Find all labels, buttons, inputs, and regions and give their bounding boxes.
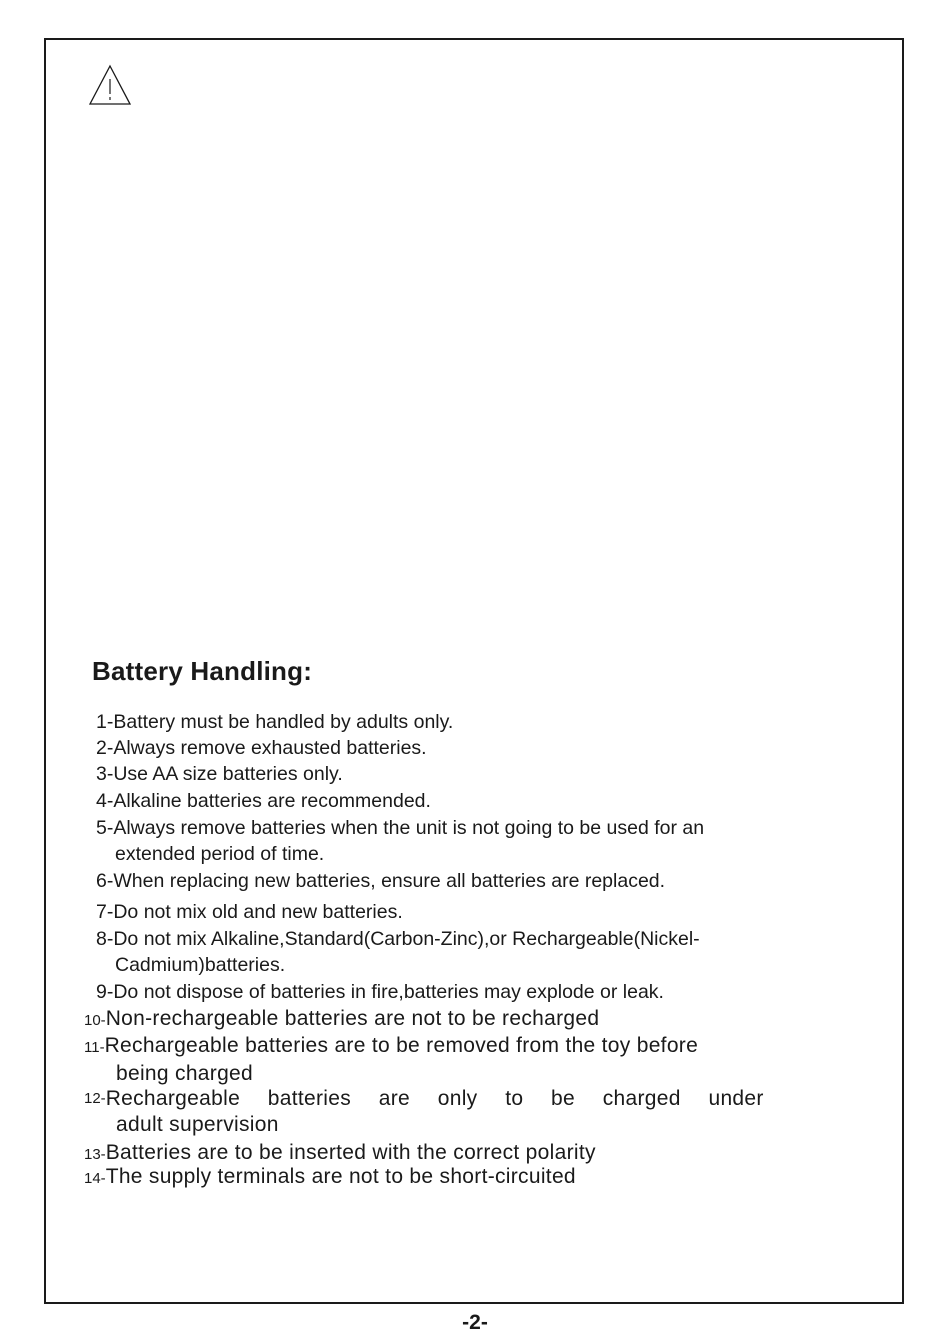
item-number: 6-	[96, 870, 114, 892]
item-continuation: extended period of time.	[115, 843, 325, 865]
list-item	[96, 761, 343, 787]
page-number: -2-	[462, 1311, 488, 1334]
item-text: Battery must be handled by adults only.	[113, 711, 454, 733]
item-number: 3-	[96, 763, 114, 785]
item-number: 13-	[84, 1146, 106, 1163]
item-number: 9-	[96, 981, 114, 1003]
item-number: 8-	[96, 928, 114, 950]
item-continuation: being charged	[116, 1062, 254, 1085]
item-number: 10-	[84, 1012, 106, 1029]
list-item	[96, 709, 453, 735]
list-item	[96, 735, 427, 761]
list-item	[84, 1164, 576, 1192]
list-item	[84, 1006, 599, 1034]
item-text: Do not dispose of batteries in fire,batteries may explode or leak.	[113, 981, 664, 1003]
list-item	[96, 899, 403, 925]
item-text: Non-rechargeable batteries are not to be recharged	[105, 1007, 600, 1030]
item-number: 4-	[96, 790, 114, 812]
item-text: Do not mix Alkaline,Standard(Carbon-Zinc),or Rechargeable(Nickel-	[113, 928, 700, 950]
item-number: 14-	[84, 1170, 106, 1187]
item-text: Always remove exhausted batteries.	[113, 737, 427, 759]
item-text: When replacing new batteries, ensure all batteries are replaced.	[113, 870, 666, 892]
item-continuation: Cadmium)batteries.	[115, 954, 286, 976]
item-continuation: adult supervision	[116, 1113, 279, 1136]
item-number: 5-	[96, 817, 114, 839]
list-item	[96, 926, 700, 978]
list-item	[96, 815, 704, 867]
list-item	[96, 788, 431, 814]
list-item	[96, 979, 664, 1005]
item-number: 12-	[84, 1090, 106, 1107]
item-number: 11-	[84, 1039, 105, 1056]
item-number: 2-	[96, 737, 114, 759]
list-item	[84, 1033, 698, 1087]
item-text: Use AA size batteries only.	[113, 763, 343, 785]
list-item	[84, 1086, 764, 1138]
item-text: Rechargeable batteries are to be removed from the toy before	[104, 1034, 699, 1057]
item-number: 7-	[96, 901, 114, 923]
section-heading: Battery Handling:	[92, 656, 313, 686]
item-text: Rechargeable batteries are only to be charged under	[105, 1087, 764, 1110]
item-text: Batteries are to be inserted with the correct polarity	[105, 1141, 596, 1164]
item-number: 1-	[96, 711, 114, 733]
item-text: Alkaline batteries are recommended.	[113, 790, 431, 812]
item-text: Always remove batteries when the unit is not going to be used for an	[113, 817, 705, 839]
item-text: Do not mix old and new batteries.	[113, 901, 403, 923]
list-item	[96, 868, 665, 894]
warning-triangle-icon	[88, 64, 132, 106]
item-text: The supply terminals are not to be short-circuited	[105, 1165, 576, 1188]
